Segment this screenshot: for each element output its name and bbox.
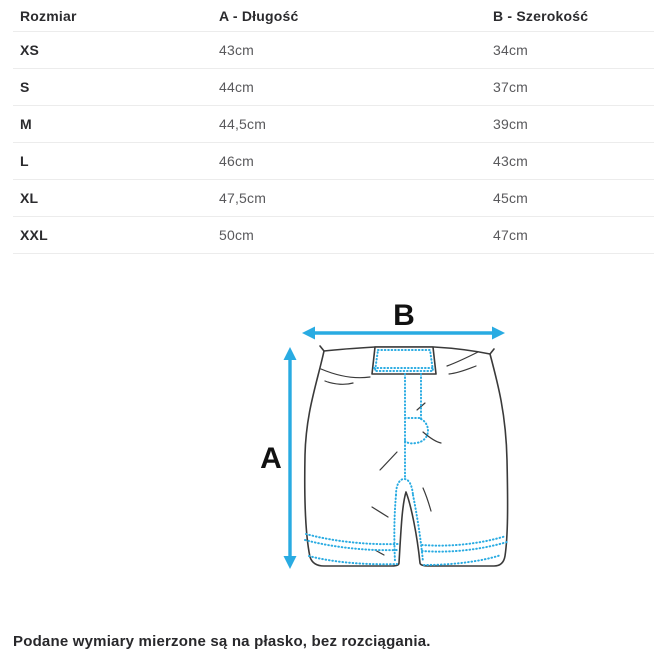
length-value: 44,5cm	[219, 116, 267, 132]
size-label: L	[20, 153, 29, 169]
size-label: XL	[20, 190, 39, 206]
width-value: 47cm	[493, 227, 529, 243]
width-value: 43cm	[493, 153, 529, 169]
width-value: 34cm	[493, 42, 529, 58]
length-value: 46cm	[219, 153, 255, 169]
width-label-b: B	[393, 299, 415, 332]
width-value: 37cm	[493, 79, 529, 95]
size-label: S	[20, 79, 30, 95]
header-b-szerokosc: B - Szerokość	[493, 7, 589, 24]
length-value: 50cm	[219, 227, 255, 243]
length-value: 44cm	[219, 79, 255, 95]
size-label: XS	[20, 42, 40, 58]
shorts-outline	[305, 346, 508, 566]
header-a-dlugosc: A - Długość	[219, 7, 299, 24]
width-value: 45cm	[493, 190, 529, 206]
size-label: XXL	[20, 227, 48, 243]
width-value: 39cm	[493, 116, 529, 132]
length-value: 43cm	[219, 42, 255, 58]
header-rozmiar: Rozmiar	[20, 7, 77, 24]
length-value: 47,5cm	[219, 190, 267, 206]
measurement-note: Podane wymiary mierzone są na płasko, bez rozciągania.	[13, 633, 431, 650]
size-label: M	[20, 116, 32, 132]
length-label-a: A	[260, 442, 282, 475]
